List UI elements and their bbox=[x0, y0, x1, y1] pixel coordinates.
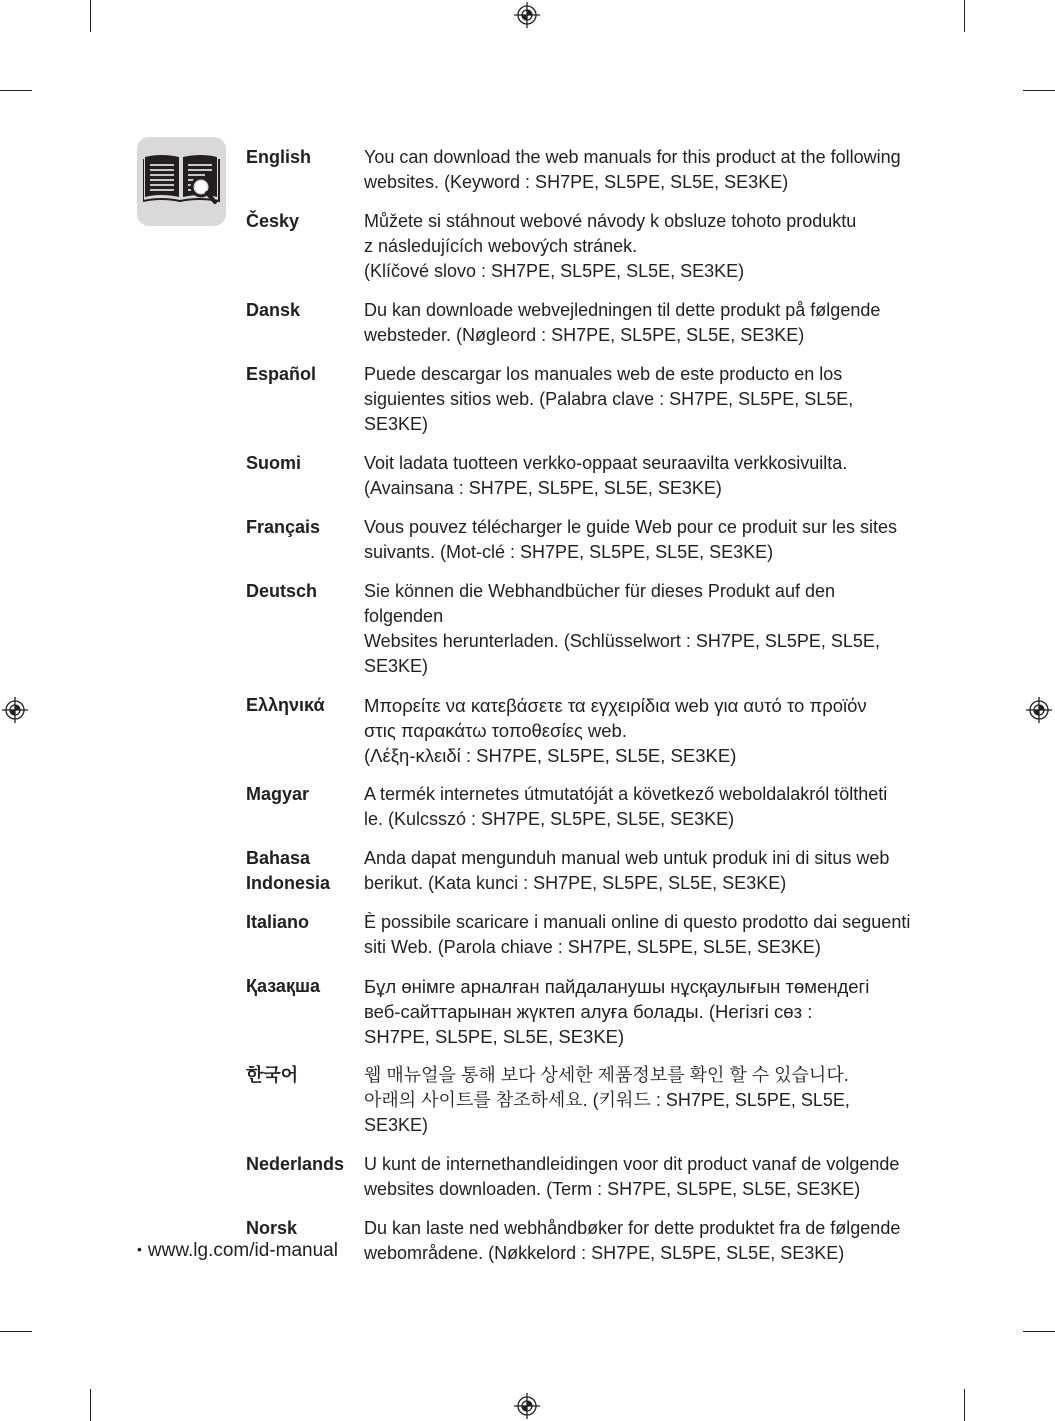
manual-url[interactable]: www.lg.com/id-manual bbox=[147, 1240, 338, 1261]
crop-mark bbox=[964, 1389, 965, 1421]
language-name: Italiano bbox=[246, 912, 310, 932]
language-entry bbox=[246, 910, 916, 960]
language-name: 한국어 bbox=[246, 1065, 299, 1085]
manual-url-line bbox=[137, 1237, 338, 1263]
language-name: Español bbox=[246, 364, 317, 384]
language-name: Deutsch bbox=[246, 581, 318, 601]
language-entry bbox=[246, 579, 916, 679]
language-description: Puede descargar los manuales web de este producto en los siguientes sitios web. (Palabra clave : SH7PE, SL5PE, SL5E, SE3KE) bbox=[364, 364, 854, 434]
language-description: You can download the web manuals for this product at the following websites. (Keyword : SH7PE, SL5PE, SL5E, SE3KE) bbox=[364, 147, 901, 192]
registration-mark-icon bbox=[514, 1393, 540, 1419]
language-name: Ελληνικά bbox=[246, 695, 325, 715]
language-entry bbox=[246, 1063, 916, 1138]
crop-mark bbox=[90, 1389, 91, 1421]
language-name: Dansk bbox=[246, 300, 301, 320]
language-description: Бұл өнімге арналған пайдаланушы нұсқаулығын төмендегі веб-сайттарынан жүктеп алуға болады. (Негізгі сөз : SH7PE, SL5PE, SL5E, SE3KE) bbox=[364, 976, 870, 1047]
language-list bbox=[246, 145, 916, 1280]
language-description: Anda dapat mengunduh manual web untuk produk ini di situs web berikut. (Kata kunci : SH7PE, SL5PE, SL5E, SE3KE) bbox=[364, 848, 890, 893]
language-entry bbox=[246, 451, 916, 501]
crop-mark bbox=[1023, 1331, 1055, 1332]
language-name: Bahasa Indonesia bbox=[246, 848, 331, 893]
language-entry bbox=[246, 515, 916, 565]
language-entry bbox=[246, 846, 916, 896]
language-entry bbox=[246, 1216, 916, 1266]
book-magnifier-icon bbox=[143, 151, 221, 213]
language-description: Můžete si stáhnout webové návody k obsluze tohoto produktu z následujících webových stránek. (Klíčové slovo : SH7PE, SL5PE, SL5E, SE3KE) bbox=[364, 211, 857, 281]
language-entry bbox=[246, 782, 916, 832]
language-description: Μπορείτε να κατεβάσετε τα εγχειρίδια web για αυτό το προϊόν στις παρακάτω τοποθεσίες web. (Λέξη-κλειδί : SH7PE, SL5PE, SL5E, SE3KE) bbox=[364, 695, 867, 766]
language-name: Français bbox=[246, 517, 321, 537]
manual-icon-tile bbox=[137, 137, 226, 226]
language-entry bbox=[246, 209, 916, 284]
crop-mark bbox=[964, 0, 965, 32]
language-name: Norsk bbox=[246, 1218, 298, 1238]
crop-mark bbox=[0, 1331, 32, 1332]
language-description: U kunt de internethandleidingen voor dit product vanaf de volgende websites downloaden. (Term : SH7PE, SL5PE, SL5E, SE3KE) bbox=[364, 1154, 900, 1199]
language-name: Česky bbox=[246, 211, 300, 231]
language-entry bbox=[246, 974, 916, 1049]
crop-mark bbox=[90, 0, 91, 32]
language-description: Voit ladata tuotteen verkko-oppaat seuraavilta verkkosivuilta. (Avainsana : SH7PE, SL5PE, SL5E, SE3KE) bbox=[364, 453, 848, 498]
crop-mark bbox=[1023, 90, 1055, 91]
language-description: Vous pouvez télécharger le guide Web pour ce produit sur les sites suivants. (Mot-clé : SH7PE, SL5PE, SL5E, SE3KE) bbox=[364, 517, 897, 562]
language-entry bbox=[246, 298, 916, 348]
crop-mark bbox=[0, 90, 32, 91]
language-entry bbox=[246, 145, 916, 195]
language-entry bbox=[246, 1152, 916, 1202]
language-description: È possibile scaricare i manuali online di questo prodotto dai seguenti siti Web. (Parola chiave : SH7PE, SL5PE, SL5E, SE3KE) bbox=[364, 912, 911, 957]
language-description: 웹 매뉴얼을 통해 보다 상세한 제품정보를 확인 할 수 있습니다. 아래의 사이트를 참조하세요. (키워드 : SH7PE, SL5PE, SL5E, SE3KE) bbox=[364, 1065, 850, 1135]
language-name: English bbox=[246, 147, 312, 167]
language-description: A termék internetes útmutatóját a következő weboldalakról töltheti le. (Kulcsszó : SH7PE, SL5PE, SL5E, SE3KE) bbox=[364, 784, 888, 829]
language-name: Magyar bbox=[246, 784, 310, 804]
registration-mark-icon bbox=[1026, 697, 1052, 723]
registration-mark-icon bbox=[2, 697, 28, 723]
language-name: Қазақша bbox=[246, 976, 320, 996]
registration-mark-icon bbox=[514, 2, 540, 28]
bullet: • bbox=[137, 1241, 142, 1257]
language-name: Nederlands bbox=[246, 1154, 345, 1174]
language-description: Du kan laste ned webhåndbøker for dette produktet fra de følgende webområdene. (Nøkkelord : SH7PE, SL5PE, SL5E, SE3KE) bbox=[364, 1218, 901, 1263]
language-name: Suomi bbox=[246, 453, 302, 473]
language-entry bbox=[246, 693, 916, 768]
language-description: Sie können die Webhandbücher für dieses Produkt auf den folgenden Websites herunterladen. (Schlüsselwort : SH7PE, SL5PE, SL5E, SE3KE) bbox=[364, 581, 880, 676]
language-description: Du kan downloade webvejledningen til dette produkt på følgende websteder. (Nøgleord : SH7PE, SL5PE, SL5E, SE3KE) bbox=[364, 300, 881, 345]
language-entry bbox=[246, 362, 916, 437]
